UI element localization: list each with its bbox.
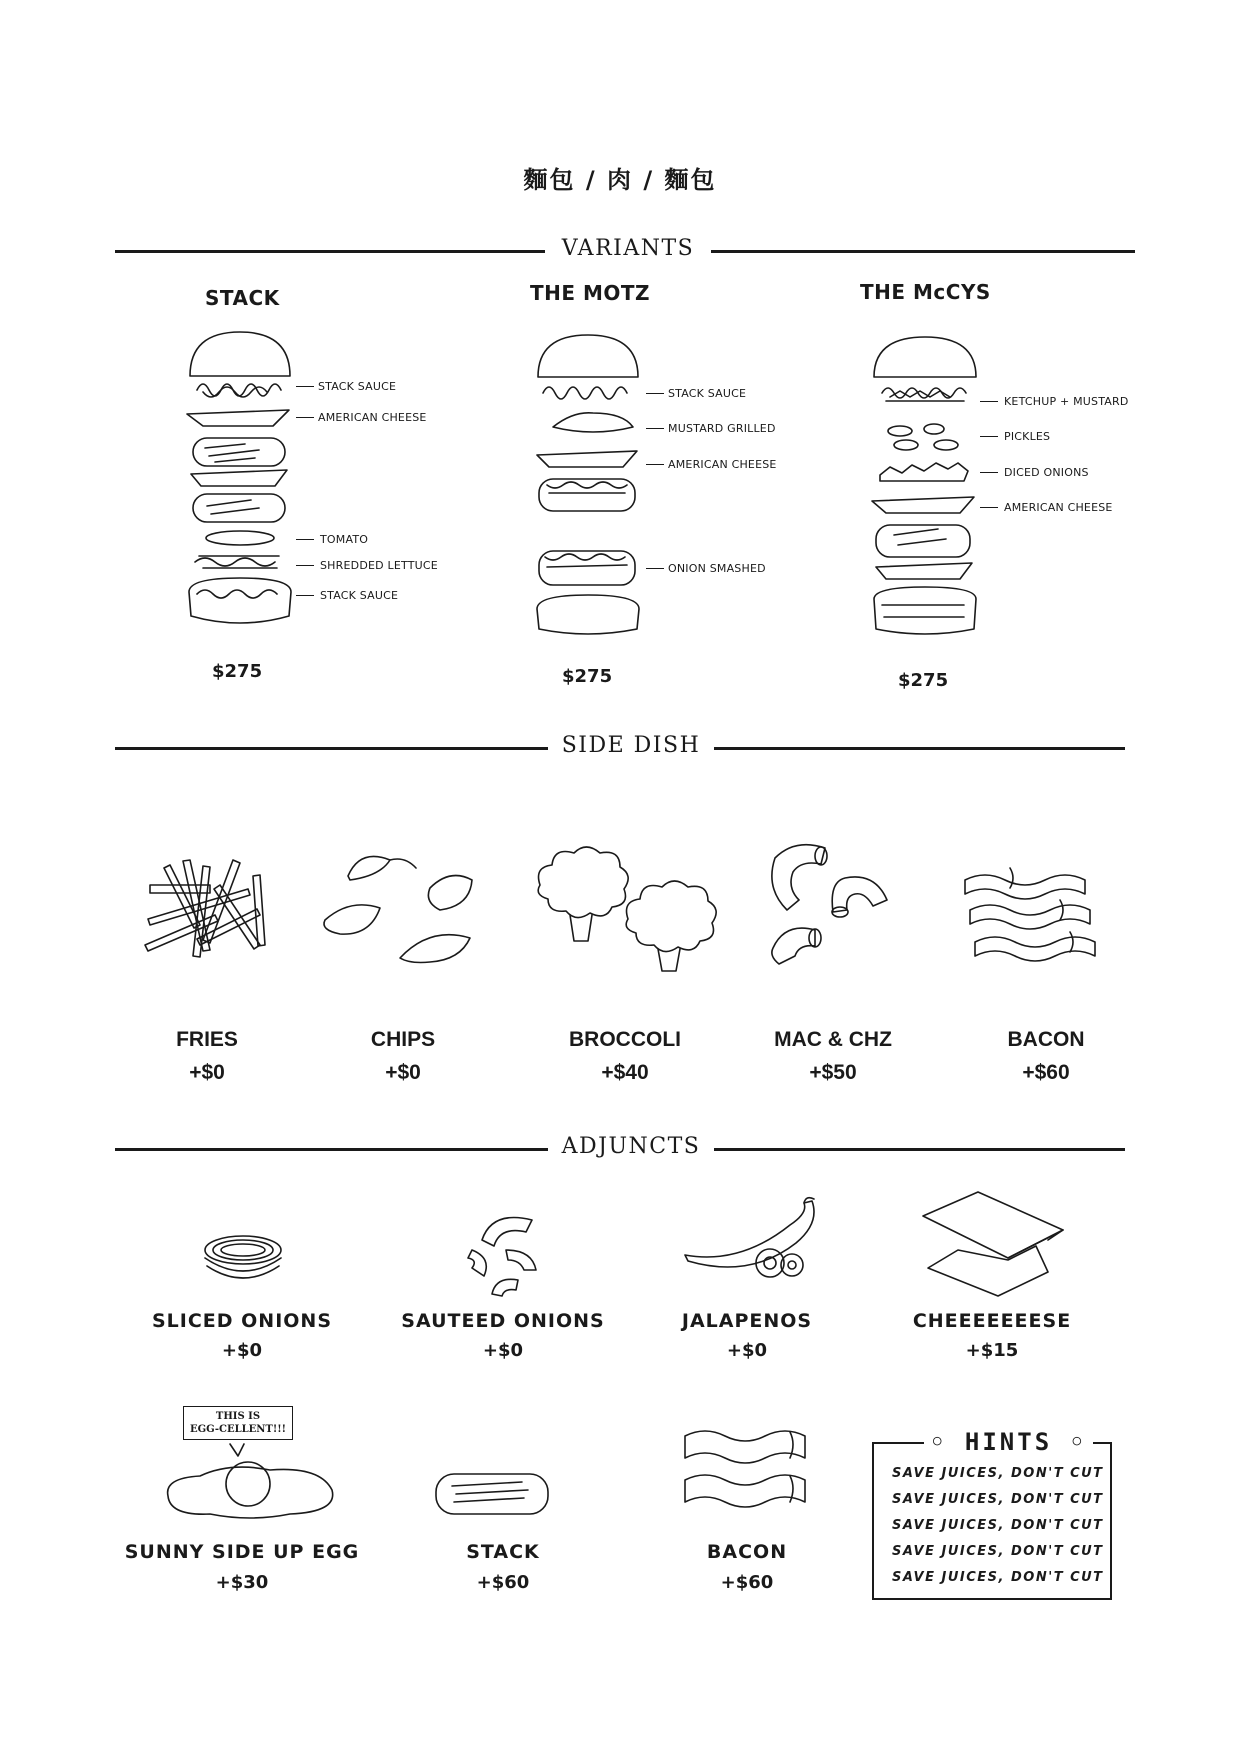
hints-title: [924, 1428, 1093, 1456]
adjunct-price: +$30: [215, 1572, 269, 1593]
burger-mccys-icon: [870, 335, 980, 640]
label-leader: [296, 539, 314, 540]
ingredient-label: SHREDDED LETTUCE: [320, 559, 438, 572]
label-leader: [646, 568, 664, 569]
label-leader: [980, 472, 998, 473]
adjunct-name-sliced-onions: SLICED ONIONS: [151, 1310, 333, 1332]
label-leader: [980, 507, 998, 508]
label-leader: [646, 428, 664, 429]
ingredient-label: TOMATO: [320, 533, 369, 546]
hints-dot-icon: ◦: [930, 1428, 948, 1456]
burger-stack-icon: [185, 330, 295, 640]
patty-icon: [432, 1470, 552, 1520]
side-name-broccoli: BROCCOLI: [569, 1028, 681, 1051]
hints-dot-icon: ◦: [1069, 1428, 1088, 1456]
label-leader: [646, 464, 664, 465]
section-title-variants: VARIANTS: [545, 236, 711, 261]
side-price: +$0: [385, 1061, 421, 1084]
section-title-side-dish: SIDE DISH: [548, 733, 714, 758]
fries-icon: [140, 855, 280, 965]
side-price: +$0: [189, 1061, 225, 1084]
brand-title: 麵包 / 肉 / 麵包: [523, 166, 717, 194]
section-title-adjuncts: ADJUNCTS: [548, 1134, 714, 1159]
label-leader: [296, 386, 314, 387]
speech-bubble: [183, 1406, 293, 1440]
ingredient-label: AMERICAN CHEESE: [668, 458, 777, 471]
burger-motz-icon: [533, 333, 643, 633]
ingredient-label: STACK SAUCE: [318, 380, 397, 393]
jalapeno-icon: [680, 1195, 820, 1295]
ingredient-label: AMERICAN CHEESE: [318, 411, 427, 424]
hint-line: SAVE JUICES, DON'T CUT: [892, 1570, 1104, 1585]
side-name-fries: FRIES: [176, 1028, 238, 1051]
adjunct-price: +$60: [476, 1572, 530, 1593]
hint-line: SAVE JUICES, DON'T CUT: [892, 1466, 1104, 1481]
sauteed-onion-icon: [462, 1210, 542, 1300]
variant-price: $275: [562, 666, 613, 687]
variant-price: $275: [212, 661, 263, 682]
side-price: +$40: [601, 1061, 649, 1084]
macaroni-icon: [765, 838, 895, 978]
hint-line: SAVE JUICES, DON'T CUT: [892, 1518, 1104, 1533]
hint-line: SAVE JUICES, DON'T CUT: [892, 1544, 1104, 1559]
broccoli-icon: [530, 845, 720, 975]
sliced-onion-icon: [200, 1228, 286, 1288]
label-leader: [980, 436, 998, 437]
ingredient-label: AMERICAN CHEESE: [1004, 501, 1113, 514]
hints-title-text: HINTS: [964, 1428, 1053, 1456]
adjunct-price: +$0: [221, 1340, 263, 1361]
ingredient-label: ONION SMASHED: [668, 562, 766, 575]
adjunct-price: +$15: [965, 1340, 1019, 1361]
side-name-bacon: BACON: [1007, 1028, 1085, 1051]
label-leader: [296, 417, 314, 418]
variant-name-motz: THE MOTZ: [530, 281, 651, 305]
label-leader: [646, 393, 664, 394]
bacon-icon: [680, 1416, 820, 1516]
adjunct-name-sauteed-onions: SAUTEED ONIONS: [401, 1310, 605, 1332]
variant-name-mccys: THE McCYS: [860, 280, 991, 304]
hint-line: SAVE JUICES, DON'T CUT: [892, 1492, 1104, 1507]
ingredient-label: STACK SAUCE: [320, 589, 399, 602]
chips-icon: [320, 848, 490, 968]
side-price: +$60: [1022, 1061, 1070, 1084]
adjunct-name-jalapenos: JALAPENOS: [681, 1310, 813, 1332]
variant-price: $275: [898, 670, 949, 691]
adjunct-name-stack: STACK: [466, 1541, 540, 1563]
adjunct-price: +$60: [720, 1572, 774, 1593]
variant-name-stack: STACK: [205, 286, 280, 310]
ingredient-label: DICED ONIONS: [1004, 466, 1089, 479]
ingredient-label: KETCHUP + MUSTARD: [1004, 395, 1129, 408]
bubble-line: EGG-CELLENT!!!: [189, 1424, 287, 1435]
adjunct-price: +$0: [482, 1340, 524, 1361]
adjunct-name-cheese: CHEEEEEEESE: [912, 1310, 1072, 1332]
side-name-mac-chz: MAC & CHZ: [774, 1028, 892, 1051]
label-leader: [296, 565, 314, 566]
bubble-line: THIS IS: [215, 1411, 261, 1422]
ingredient-label: PICKLES: [1004, 430, 1051, 443]
adjunct-price: +$0: [726, 1340, 768, 1361]
ingredient-label: MUSTARD GRILLED: [668, 422, 776, 435]
label-leader: [296, 595, 314, 596]
side-price: +$50: [809, 1061, 857, 1084]
egg-icon: [160, 1456, 340, 1526]
side-name-chips: CHIPS: [370, 1028, 436, 1051]
label-leader: [980, 401, 998, 402]
adjunct-name-bacon: BACON: [706, 1541, 788, 1563]
cheese-icon: [918, 1190, 1068, 1300]
ingredient-label: STACK SAUCE: [668, 387, 747, 400]
bacon-icon: [960, 858, 1110, 968]
adjunct-name-egg: SUNNY SIDE UP EGG: [124, 1541, 360, 1563]
